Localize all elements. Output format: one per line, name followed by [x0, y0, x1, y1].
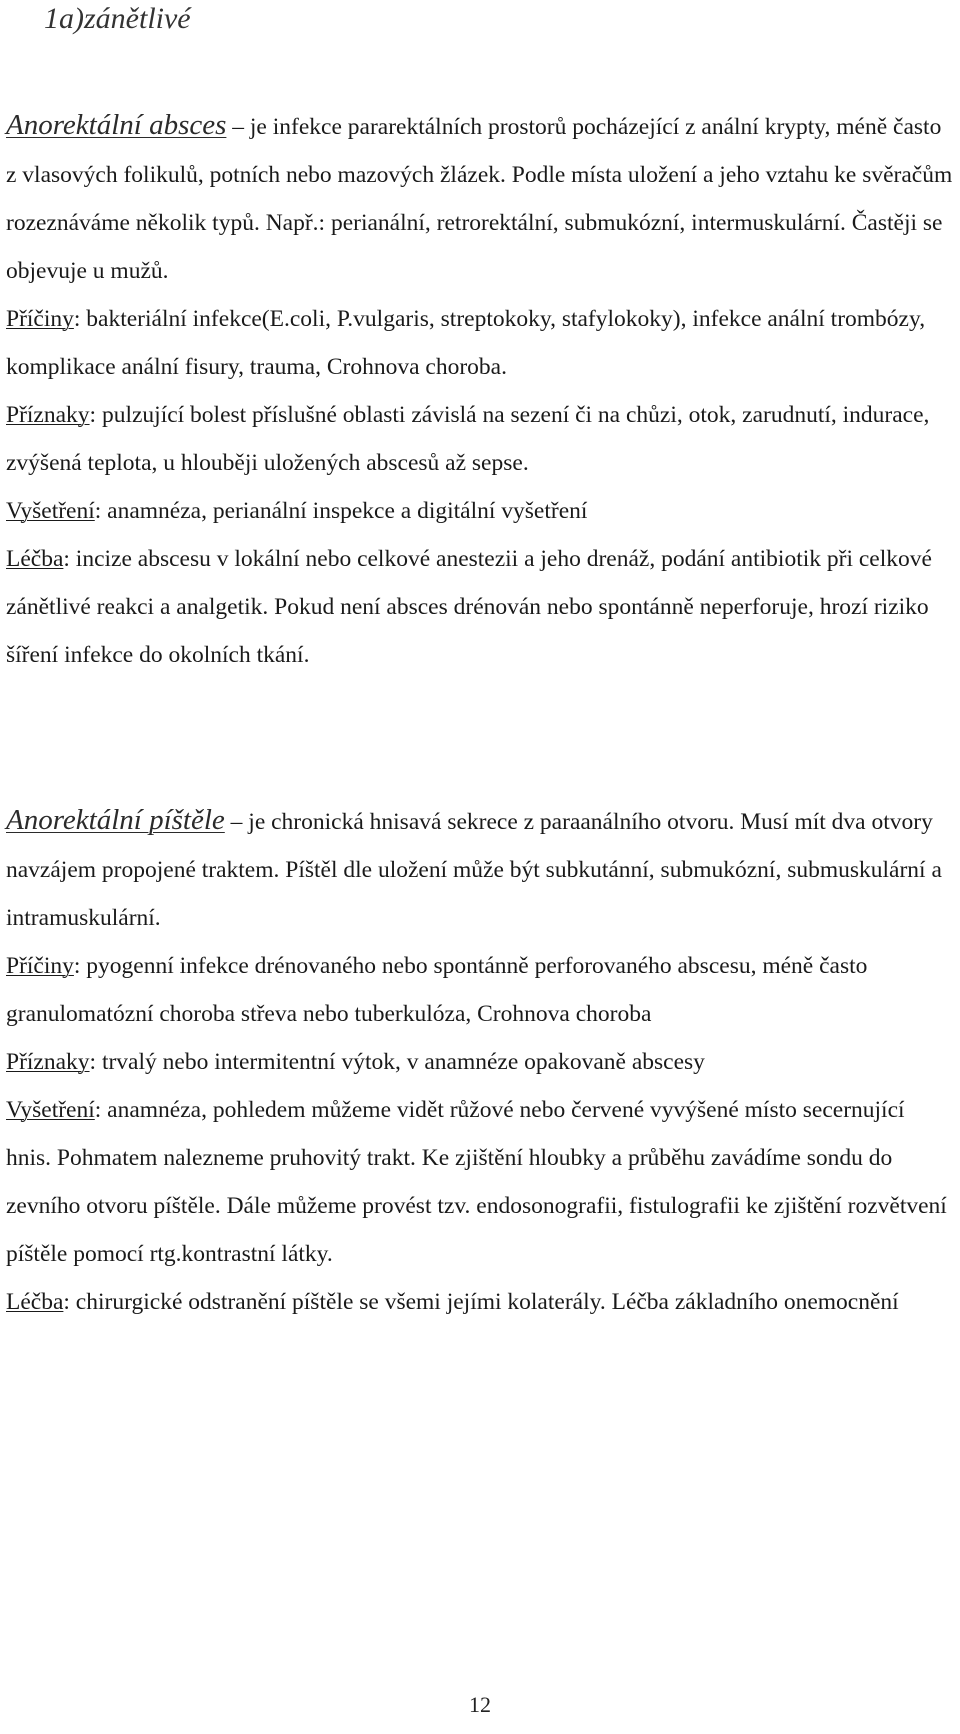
fistula-term: Anorektální píštěle: [6, 804, 225, 836]
fistula-treatment-line: [6, 1278, 954, 1326]
abscess-causes-line: [6, 295, 954, 391]
abscess-treatment-label: Léčba: [6, 546, 64, 572]
fistula-paragraph: [6, 796, 954, 1326]
page-number: 12: [469, 1692, 491, 1717]
fistula-treatment-label: Léčba: [6, 1289, 64, 1315]
fistula-exam-label: Vyšetření: [6, 1097, 95, 1123]
abscess-exam-text: : anamnéza, perianální inspekce a digitální vyšetření: [94, 498, 588, 524]
fistula-symptoms-line: [6, 1038, 954, 1086]
abscess-exam-line: [6, 487, 954, 535]
abscess-symptoms-line: [6, 391, 954, 487]
fistula-exam-line: [6, 1086, 954, 1278]
fistula-definition: – je chronická hnisavá sekrece z paraanálního otvoru. Musí mít dva otvory navzájem propojené traktem. Píštěl dle uložení může být subkutánní, submukózní, submuskulární a intramuskulární.: [6, 809, 942, 931]
abscess-treatment-line: [6, 535, 954, 679]
section-heading: 1a)zánětlivé: [44, 2, 191, 35]
abscess-paragraph: [6, 101, 954, 679]
fistula-symptoms-label: Příznaky: [6, 1049, 90, 1075]
abscess-symptoms-text: : pulzující bolest příslušné oblasti závislá na sezení či na chůzi, otok, zarudnutí, indurace, zvýšená teplota, u hlouběji uložených abscesů až sepse.: [6, 402, 930, 476]
abscess-symptoms-label: Příznaky: [6, 402, 90, 428]
fistula-exam-text: : anamnéza, pohledem můžeme vidět růžové nebo červené vyvýšené místo secernující hnis. Pohmatem nalezneme pruhovitý trakt. Ke zjištění hloubky a průběhu zavádíme sondu do zevního otvoru píštěle. Dále můžeme provést tzv. endosonografii, fistulografii ke zjištění rozvětvení píštěle pomocí rtg.kontrastní látky.: [6, 1097, 947, 1267]
abscess-exam-label: Vyšetření: [6, 498, 95, 524]
abscess-causes-text: : bakteriální infekce(E.coli, P.vulgaris, streptokoky, stafylokoky), infekce anální trombózy, komplikace anální fisury, trauma, Crohnova choroba.: [6, 306, 926, 380]
fistula-causes-label: Příčiny: [6, 953, 74, 979]
fistula-causes-line: [6, 942, 954, 1038]
abscess-definition: – je infekce pararektálních prostorů pocházející z anální krypty, méně často z vlasových folikulů, potních nebo mazových žlázek. Podle místa uložení a jeho vztahu ke svěračům rozeznáváme několik typů. Např.: perianální, retrorektální, submukózní, intermuskulární. Častěji se objevuje u mužů.: [6, 114, 953, 284]
abscess-term: Anorektální absces: [6, 109, 227, 141]
fistula-symptoms-text: : trvalý nebo intermitentní výtok, v anamnéze opakovaně abscesy: [89, 1049, 705, 1075]
abscess-causes-label: Příčiny: [6, 306, 74, 332]
fistula-causes-text: : pyogenní infekce drénovaného nebo spontánně perforovaného abscesu, méně často granulomatózní choroba střeva nebo tuberkulóza, Crohnova choroba: [6, 953, 868, 1027]
fistula-treatment-text: : chirurgické odstranění píštěle se všemi jejími kolaterály. Léčba základního onemocnění: [63, 1289, 899, 1315]
abscess-treatment-text: : incize abscesu v lokální nebo celkové anestezii a jeho drenáž, podání antibiotik při celkové zánětlivé reakci a analgetik. Pokud není absces drénován nebo spontánně neperforuje, hrozí riziko šíření infekce do okolních tkání.: [6, 546, 932, 668]
